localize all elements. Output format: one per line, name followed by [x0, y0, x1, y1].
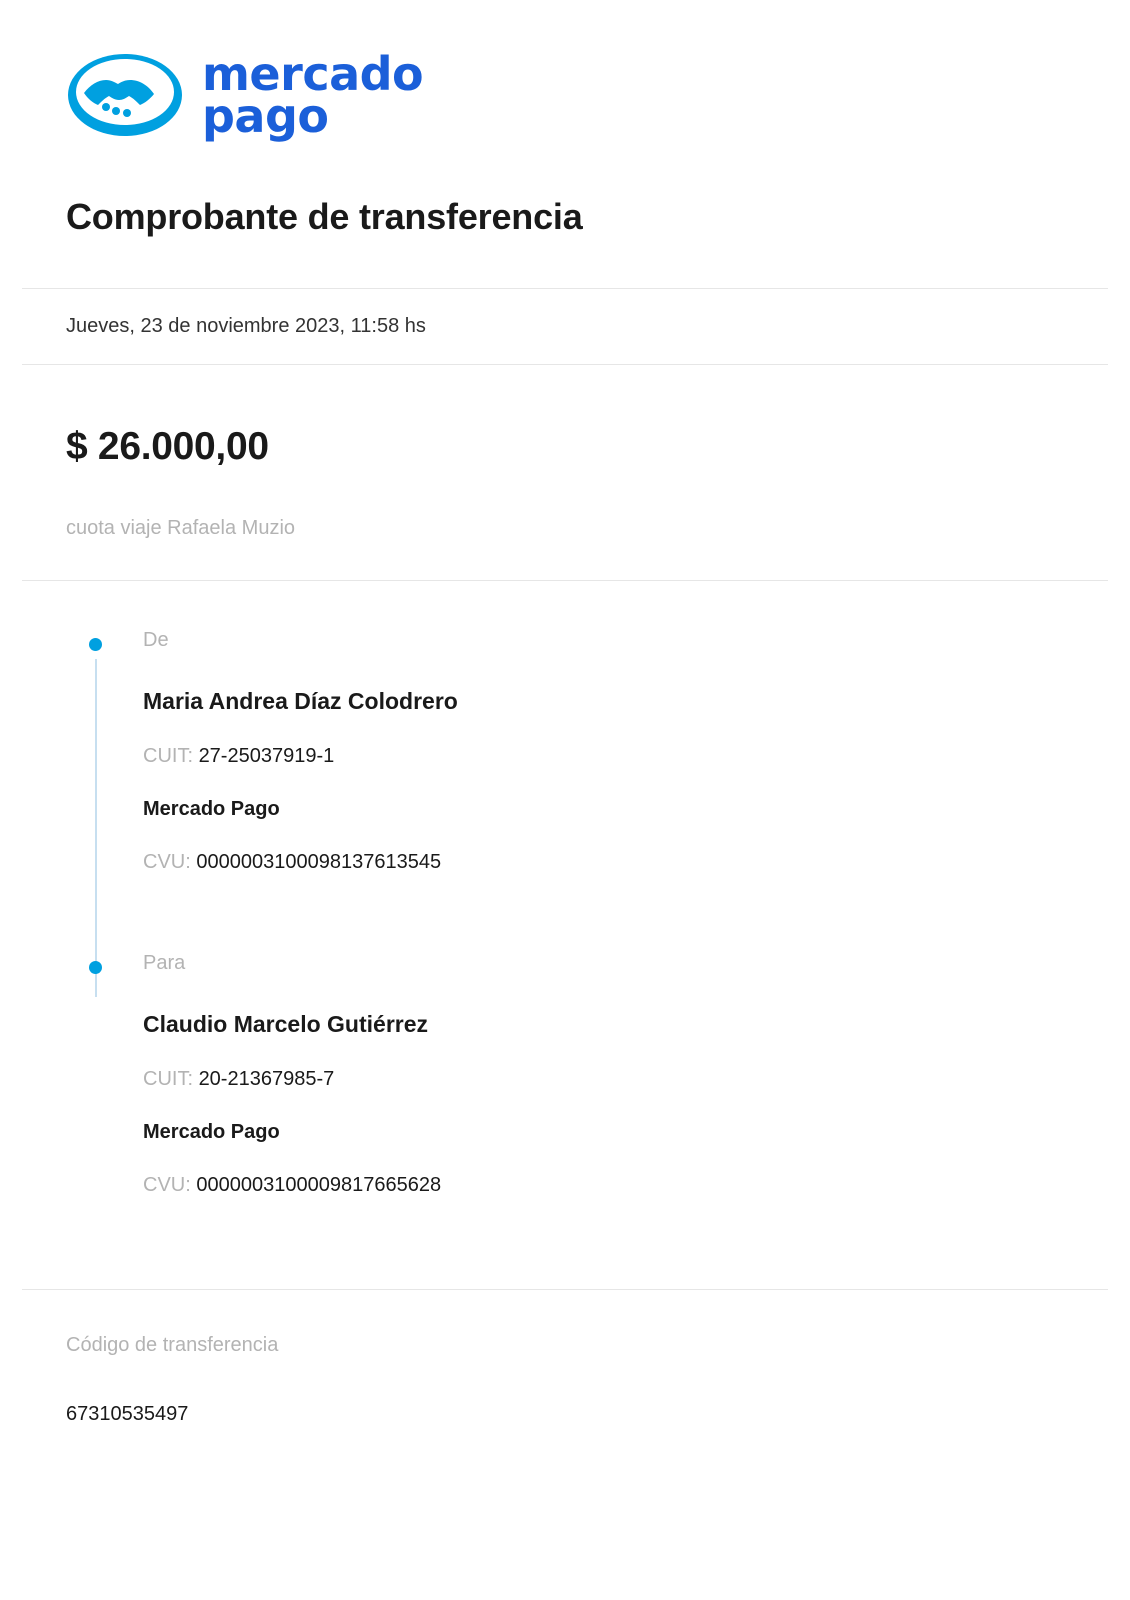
timeline-dot-icon — [89, 961, 102, 974]
party-sender — [0, 629, 1130, 874]
party-account-label: CVU: — [143, 1174, 191, 1196]
party-account — [143, 1174, 1130, 1197]
brand-logo — [0, 0, 1130, 143]
transfer-code-value: 67310535497 — [66, 1403, 189, 1425]
party-account-label: CVU: — [143, 851, 191, 873]
party-tax-id — [143, 1068, 1130, 1091]
party-label: Para — [143, 952, 186, 974]
party-name: Claudio Marcelo Gutiérrez — [143, 1011, 429, 1037]
party-tax-id-label: CUIT: — [143, 745, 193, 767]
party-bank: Mercado Pago — [143, 1121, 280, 1143]
timeline-dot-icon — [89, 638, 102, 651]
bottom-spacer — [0, 1426, 1130, 1566]
party-tax-id — [143, 745, 1130, 768]
party-receiver — [0, 952, 1130, 1197]
amount-block — [0, 365, 1130, 469]
party-account — [143, 851, 1130, 874]
party-account-value: 0000003100009817665628 — [196, 1174, 442, 1196]
transfer-code-block — [0, 1290, 1130, 1426]
handshake-icon — [66, 52, 184, 138]
transaction-amount: $ 26.000,00 — [66, 425, 269, 468]
transaction-date: Jueves, 23 de noviembre 2023, 11:58 hs — [66, 315, 426, 337]
party-tax-id-value: 27-25037919-1 — [198, 745, 335, 767]
party-label: De — [143, 629, 169, 651]
party-name: Maria Andrea Díaz Colodrero — [143, 688, 458, 714]
party-tax-id-label: CUIT: — [143, 1068, 193, 1090]
party-bank: Mercado Pago — [143, 798, 280, 820]
transfer-code-label: Código de transferencia — [66, 1334, 279, 1356]
parties-section — [0, 581, 1130, 1237]
page-title: Comprobante de transferencia — [66, 196, 583, 237]
brand-wordmark — [202, 46, 424, 143]
brand-line-2: pago — [202, 89, 329, 143]
transaction-concept: cuota viaje Rafaela Muzio — [66, 517, 296, 539]
brand-line-1: mercado — [202, 46, 424, 101]
party-tax-id-value: 20-21367985-7 — [198, 1068, 335, 1090]
party-account-value: 0000003100098137613545 — [196, 851, 442, 873]
